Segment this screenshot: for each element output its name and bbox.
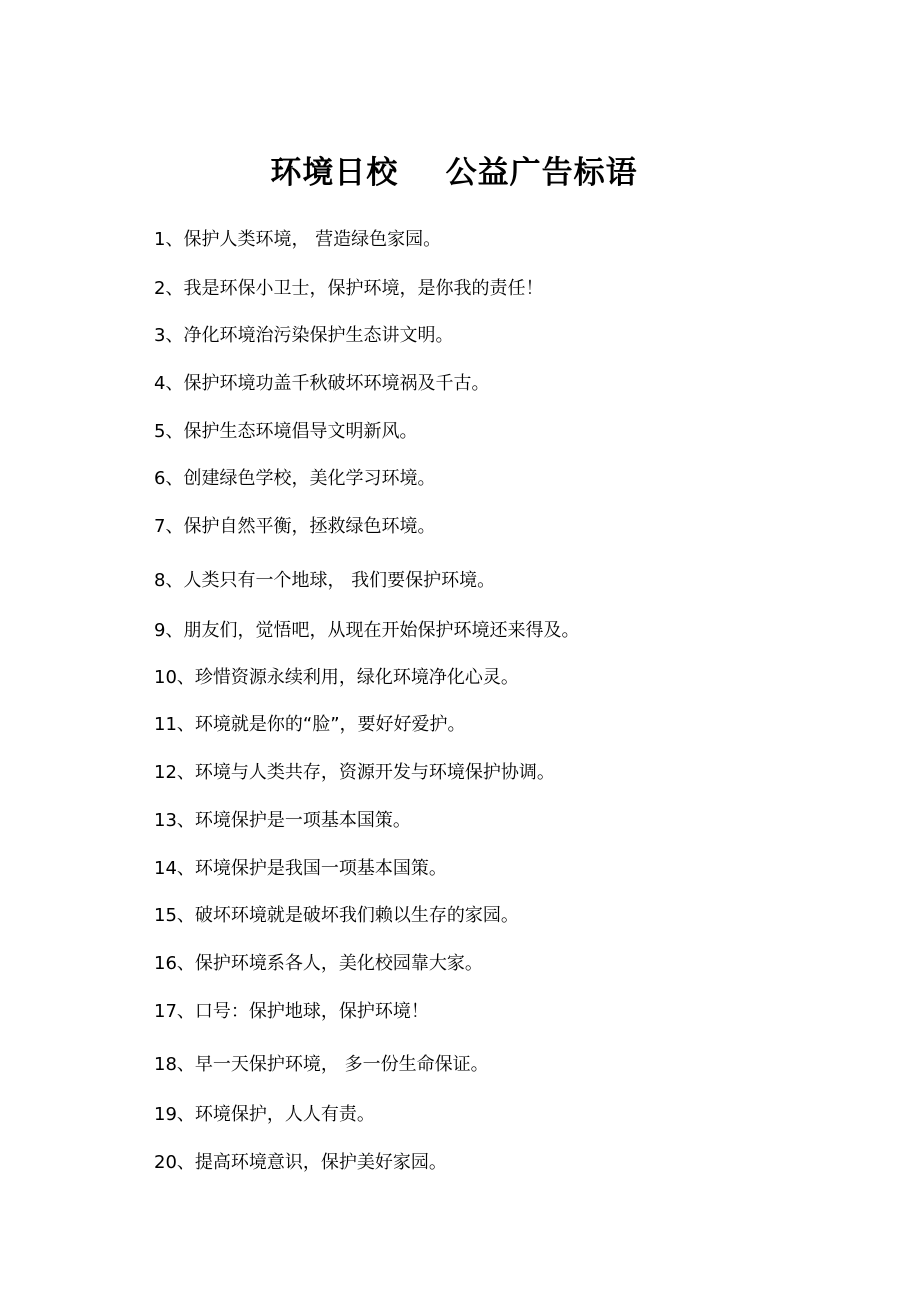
page-title: 环境日校 公益广告标语 <box>270 154 638 191</box>
slogan-item: 2、我是环保小卫士，保护环境，是你我的责任！ <box>154 278 544 299</box>
slogan-item: 12、环境与人类共存，资源开发与环境保护协调。 <box>154 762 555 783</box>
slogan-item: 9、朋友们，觉悟吧，从现在开始保护环境还来得及。 <box>154 620 580 641</box>
slogan-item: 6、创建绿色学校，美化学习环境。 <box>154 468 436 489</box>
slogan-item: 18、早一天保护环境， 多一份生命保证。 <box>154 1054 489 1075</box>
slogan-item: 10、珍惜资源永续利用，绿化环境净化心灵。 <box>154 667 519 688</box>
slogan-item: 16、保护环境系各人，美化校园靠大家。 <box>154 953 483 974</box>
slogan-item: 14、环境保护是我国一项基本国策。 <box>154 858 447 879</box>
slogan-item: 1、保护人类环境， 营造绿色家园。 <box>154 229 442 250</box>
slogan-item: 4、保护环境功盖千秋破坏环境祸及千古。 <box>154 373 490 394</box>
slogan-item: 7、保护自然平衡，拯救绿色环境。 <box>154 516 436 537</box>
slogan-item: 13、环境保护是一项基本国策。 <box>154 810 411 831</box>
slogan-item: 20、提高环境意识，保护美好家园。 <box>154 1152 447 1173</box>
slogan-item: 5、保护生态环境倡导文明新风。 <box>154 421 418 442</box>
slogan-item: 8、人类只有一个地球， 我们要保护环境。 <box>154 570 496 591</box>
slogan-item: 11、环境就是你的“脸”，要好好爱护。 <box>154 714 466 735</box>
slogan-item: 17、口号：保护地球，保护环境！ <box>154 1001 429 1022</box>
slogan-item: 19、环境保护，人人有责。 <box>154 1104 375 1125</box>
slogan-item: 15、破坏环境就是破坏我们赖以生存的家园。 <box>154 905 519 926</box>
slogan-item: 3、净化环境治污染保护生态讲文明。 <box>154 325 454 346</box>
